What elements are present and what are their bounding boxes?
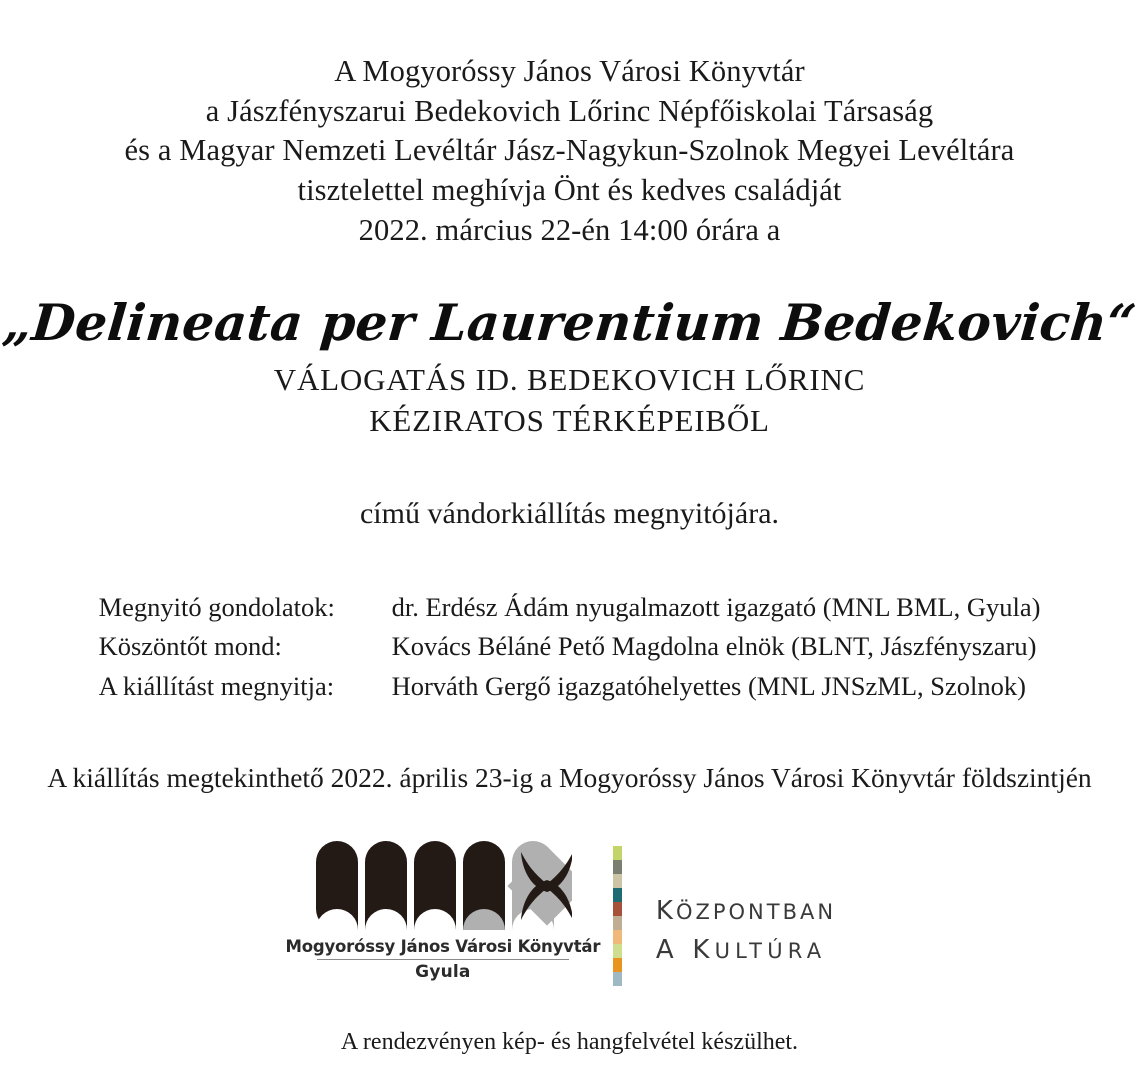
colorbar-swatch-9 xyxy=(613,972,622,986)
recording-notice: A rendezvényen kép- és hangfelvétel készülhet. xyxy=(340,1029,799,1055)
header-line-1: A Mogyoróssy János Városi Könyvtár xyxy=(334,54,805,88)
colorbar-swatch-7 xyxy=(613,944,622,958)
exhibition-subtitle-line-1: VÁLOGATÁS ID. BEDEKOVICH LŐRINC xyxy=(273,362,866,398)
kultura-line-1-rest: ÖZPONTBAN xyxy=(675,899,837,924)
credit-label-2: A kiállítást megnyitja: xyxy=(98,671,335,702)
header-line-4: tisztelettel meghívja Önt és kedves családját xyxy=(297,172,842,207)
colorbar-swatch-1 xyxy=(613,860,622,874)
colorbar-swatch-8 xyxy=(613,958,622,972)
header-line-5: 2022. március 22-én 14:00 órára a xyxy=(358,212,781,247)
kultura-line-2 xyxy=(656,935,836,965)
colorbar-swatch-0 xyxy=(613,846,622,860)
library-city-label: Gyula xyxy=(415,961,471,982)
credit-label-0: Megnyitó gondolatok: xyxy=(98,591,335,622)
colorbar-swatch-6 xyxy=(613,930,622,944)
kozpontban-a-kultura-logo xyxy=(656,840,836,965)
exhibition-title-script: „Delineata per Laurentium Bedekovich“ xyxy=(0,293,1139,353)
credits-section xyxy=(0,589,1139,706)
exhibition-availability-line: A kiállítás megtekinthető 2022. április 23-ig a Mogyoróssy János Városi Könyvtár földszintjén xyxy=(47,761,1092,793)
library-logo-mark xyxy=(314,840,572,935)
library-wordmark-rule xyxy=(317,959,569,960)
exhibition-subtitle-line-2: KÉZIRATOS TÉRKÉPEIBŐL xyxy=(369,402,770,438)
exhibition-title-block xyxy=(0,293,1139,441)
kultura-line-2-rest: ULTÚRA xyxy=(714,938,827,963)
colorbar-swatch-2 xyxy=(613,874,622,888)
library-books-icon xyxy=(314,840,572,930)
kultura-line-2-cap: A K xyxy=(655,934,715,965)
credit-value-1: Kovács Béláné Pető Magdolna elnök (BLNT, Jászfényszaru) xyxy=(391,631,1037,662)
colorbar-swatch-4 xyxy=(613,902,622,916)
colorbar-separator xyxy=(613,846,622,986)
logo-section xyxy=(0,840,1139,986)
lead-line: című vándorkiállítás megnyitójára. xyxy=(359,496,780,530)
header-line-3: és a Magyar Nemzeti Levéltár Jász-Nagykun-Szolnok Megyei Levéltára xyxy=(124,133,1015,168)
credit-value-2: Horváth Gergő igazgatóhelyettes (MNL JNSzML, Szolnok) xyxy=(391,671,1026,702)
kultura-line-1 xyxy=(656,896,836,926)
colorbar-swatch-5 xyxy=(613,916,622,930)
credit-label-1: Köszöntőt mond: xyxy=(98,631,282,662)
exhibition-subtitle xyxy=(0,360,1139,441)
colorbar-swatch-3 xyxy=(613,888,622,902)
kultura-line-1-cap: K xyxy=(655,895,676,926)
library-logo xyxy=(285,840,601,982)
credit-value-0: dr. Erdész Ádám nyugalmazott igazgató (MNL BML, Gyula) xyxy=(391,591,1041,622)
header-line-2: a Jászfényszarui Bedekovich Lőrinc Népfőiskolai Társaság xyxy=(205,93,934,128)
library-wordmark: Mogyoróssy János Városi Könyvtár xyxy=(285,936,601,956)
invitation-header xyxy=(0,0,1139,250)
